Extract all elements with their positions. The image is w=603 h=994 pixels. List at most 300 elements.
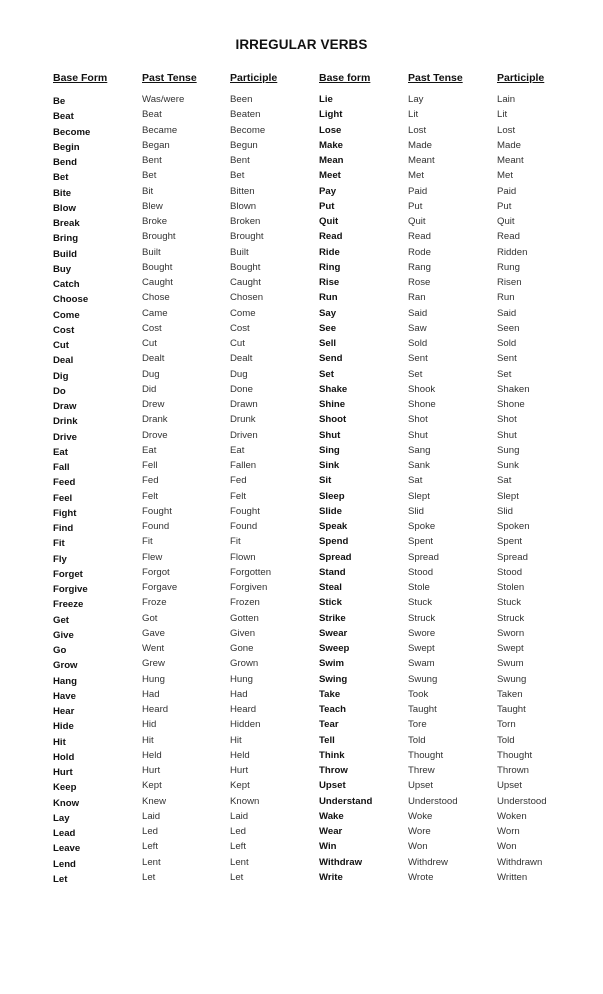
cell-base-form-1: Come <box>53 309 80 321</box>
cell-participle-1: Chosen <box>230 292 264 304</box>
cell-participle-1: Held <box>230 749 250 761</box>
cell-participle-1: Begun <box>230 139 258 151</box>
cell-base-form-1: Fly <box>53 553 67 565</box>
cell-base-form-2: Shoot <box>319 414 347 426</box>
cell-past-tense-2: Sang <box>408 444 431 456</box>
cell-participle-1: Hit <box>230 734 242 746</box>
cell-participle-1: Had <box>230 688 248 700</box>
cell-base-form-1: Keep <box>53 782 77 794</box>
cell-participle-1: Known <box>230 795 260 807</box>
table-row <box>0 658 603 673</box>
cell-participle-1: Brought <box>230 231 264 243</box>
cell-base-form-2: Sing <box>319 444 340 456</box>
cell-participle-2: Read <box>497 231 520 243</box>
cell-base-form-2: Upset <box>319 780 346 792</box>
cell-past-tense-2: Rose <box>408 277 431 288</box>
cell-participle-1: Built <box>230 246 249 258</box>
column-headers <box>0 72 603 86</box>
cell-base-form-2: Strike <box>319 612 346 624</box>
cell-base-form-2: Wear <box>319 826 343 837</box>
cell-base-form-2: Send <box>319 353 343 365</box>
cell-base-form-2: Pay <box>319 185 337 197</box>
cell-base-form-2: Read <box>319 231 343 243</box>
cell-participle-2: Rung <box>497 261 520 273</box>
cell-base-form-1: Have <box>53 690 76 702</box>
cell-past-tense-1: Chose <box>142 292 170 304</box>
cell-base-form-2: Understand <box>319 795 373 807</box>
cell-past-tense-1: Kept <box>142 780 162 792</box>
cell-past-tense-1: Fed <box>142 475 159 487</box>
cell-base-form-1: Bring <box>53 233 79 245</box>
cell-participle-2: Set <box>497 368 512 380</box>
cell-participle-2: Swept <box>497 643 524 654</box>
cell-base-form-1: Freeze <box>53 599 84 611</box>
cell-past-tense-1: Began <box>142 139 170 151</box>
cell-past-tense-2: Shut <box>408 429 428 441</box>
cell-participle-2: Woken <box>497 810 527 822</box>
cell-past-tense-2: Stole <box>408 582 430 593</box>
cell-participle-1: Fallen <box>230 460 257 471</box>
cell-participle-2: Lost <box>497 124 516 136</box>
cell-past-tense-2: Upset <box>408 780 434 792</box>
cell-past-tense-2: Slept <box>408 490 430 502</box>
cell-past-tense-1: Drank <box>142 414 168 426</box>
cell-participle-2: Slid <box>497 505 513 517</box>
cell-base-form-1: Do <box>53 385 66 397</box>
table-row <box>0 125 603 140</box>
cell-participle-2: Worn <box>497 826 520 837</box>
cell-base-form-1: Let <box>53 873 68 885</box>
cell-participle-1: Bitten <box>230 185 255 197</box>
cell-participle-2: Withdrawn <box>497 856 543 868</box>
cell-base-form-1: Grow <box>53 660 78 672</box>
cell-past-tense-1: Felt <box>142 490 158 502</box>
cell-base-form-2: Withdraw <box>319 856 363 868</box>
cell-participle-2: Struck <box>497 612 525 624</box>
cell-participle-1: Bought <box>230 261 261 273</box>
table-row <box>0 719 603 734</box>
cell-base-form-2: Slide <box>319 505 342 517</box>
cell-participle-2: Spread <box>497 551 528 563</box>
table-row <box>0 780 603 795</box>
cell-past-tense-2: Tore <box>408 719 427 731</box>
cell-past-tense-2: Took <box>408 688 429 700</box>
table-row <box>0 506 603 521</box>
table-row <box>0 460 603 475</box>
cell-past-tense-1: Gave <box>142 627 165 639</box>
cell-base-form-2: Spend <box>319 536 349 548</box>
cell-past-tense-2: Made <box>408 139 432 151</box>
cell-participle-2: Understood <box>497 795 547 807</box>
table-row <box>0 414 603 429</box>
cell-base-form-2: Sweep <box>319 643 350 654</box>
cell-base-form-1: Know <box>53 797 80 809</box>
cell-base-form-2: Sink <box>319 460 340 471</box>
cell-participle-1: Dug <box>230 368 248 380</box>
cell-participle-2: Said <box>497 307 517 319</box>
cell-past-tense-2: Meant <box>408 155 435 166</box>
cell-past-tense-1: Bought <box>142 261 173 273</box>
cell-base-form-2: Win <box>319 841 337 853</box>
cell-participle-2: Thought <box>497 749 533 761</box>
table-row <box>0 872 603 887</box>
cell-base-form-1: Blow <box>53 202 76 214</box>
cell-participle-2: Swung <box>497 673 527 685</box>
cell-past-tense-1: Held <box>142 749 162 761</box>
cell-past-tense-1: Left <box>142 841 159 853</box>
cell-past-tense-2: Lay <box>408 94 424 105</box>
cell-base-form-1: Cost <box>53 324 75 336</box>
header-past-tense-1: Past Tense <box>142 72 197 84</box>
table-row <box>0 201 603 216</box>
cell-base-form-1: Hold <box>53 751 75 763</box>
cell-base-form-1: Break <box>53 218 80 229</box>
cell-participle-1: Become <box>230 124 266 136</box>
cell-participle-1: Hidden <box>230 719 261 731</box>
table-row <box>0 475 603 490</box>
cell-past-tense-1: Led <box>142 826 159 837</box>
table-row <box>0 231 603 246</box>
cell-past-tense-1: Bit <box>142 185 154 197</box>
cell-past-tense-1: Blew <box>142 200 163 212</box>
cell-base-form-1: Leave <box>53 843 81 855</box>
cell-past-tense-1: Hurt <box>142 765 161 776</box>
cell-base-form-2: Rise <box>319 277 340 288</box>
table-row <box>0 857 603 872</box>
cell-past-tense-2: Shot <box>408 414 428 426</box>
cell-base-form-1: Hang <box>53 675 77 687</box>
cell-past-tense-2: Sank <box>408 460 430 471</box>
cell-past-tense-2: Set <box>408 368 423 380</box>
cell-base-form-1: Bet <box>53 172 69 184</box>
table-row <box>0 399 603 414</box>
cell-base-form-1: Feed <box>53 477 76 489</box>
cell-past-tense-1: Came <box>142 307 168 319</box>
table-row <box>0 292 603 307</box>
cell-past-tense-1: Forgave <box>142 582 178 593</box>
cell-past-tense-1: Cut <box>142 338 157 349</box>
header-base-form-2: Base form <box>319 72 371 84</box>
cell-participle-2: Sat <box>497 475 512 487</box>
cell-participle-2: Sworn <box>497 627 525 639</box>
cell-past-tense-1: Had <box>142 688 160 700</box>
cell-past-tense-1: Hung <box>142 673 165 685</box>
cell-base-form-2: Wake <box>319 810 344 822</box>
cell-past-tense-1: Built <box>142 246 161 258</box>
cell-past-tense-2: Taught <box>408 704 437 715</box>
cell-past-tense-1: Went <box>142 643 165 654</box>
cell-past-tense-1: Was/were <box>142 94 185 105</box>
cell-base-form-2: Lie <box>319 94 333 105</box>
cell-past-tense-2: Thought <box>408 749 444 761</box>
cell-past-tense-2: Woke <box>408 810 433 822</box>
cell-participle-2: Met <box>497 170 513 182</box>
cell-participle-2: Sunk <box>497 460 519 471</box>
cell-past-tense-2: Wore <box>408 826 431 837</box>
cell-base-form-2: Swim <box>319 658 345 670</box>
cell-base-form-2: Speak <box>319 521 348 532</box>
cell-past-tense-1: Cost <box>142 322 162 334</box>
cell-participle-1: Cut <box>230 338 245 349</box>
table-row <box>0 674 603 689</box>
cell-past-tense-2: Ran <box>408 292 426 304</box>
table-row <box>0 826 603 841</box>
cell-participle-2: Torn <box>497 719 516 731</box>
cell-past-tense-2: Stuck <box>408 597 432 609</box>
cell-participle-1: Dealt <box>230 353 253 365</box>
table-row <box>0 567 603 582</box>
cell-base-form-2: Sit <box>319 475 332 487</box>
cell-participle-1: Fed <box>230 475 247 487</box>
cell-participle-2: Written <box>497 871 528 883</box>
cell-participle-2: Shot <box>497 414 517 426</box>
cell-participle-1: Heard <box>230 704 257 715</box>
cell-base-form-1: Cut <box>53 340 69 351</box>
table-row <box>0 750 603 765</box>
table-row <box>0 689 603 704</box>
cell-past-tense-1: Forgot <box>142 566 170 578</box>
table-row <box>0 262 603 277</box>
cell-participle-1: Blown <box>230 200 257 212</box>
cell-past-tense-2: Swam <box>408 658 435 670</box>
table-row <box>0 552 603 567</box>
cell-base-form-2: Take <box>319 688 341 700</box>
cell-base-form-1: Hit <box>53 736 66 748</box>
cell-base-form-1: Lay <box>53 812 70 824</box>
cell-past-tense-2: Read <box>408 231 431 243</box>
cell-base-form-1: Hurt <box>53 767 73 778</box>
cell-base-form-1: Get <box>53 614 69 626</box>
cell-base-form-1: Be <box>53 96 66 107</box>
cell-past-tense-1: Laid <box>142 810 161 822</box>
cell-base-form-2: Meet <box>319 170 341 182</box>
cell-base-form-2: Set <box>319 368 334 380</box>
cell-base-form-2: Sleep <box>319 490 345 502</box>
cell-past-tense-1: Beat <box>142 109 162 121</box>
cell-past-tense-2: Struck <box>408 612 436 624</box>
cell-base-form-2: Quit <box>319 216 339 227</box>
cell-past-tense-2: Shook <box>408 383 436 395</box>
cell-past-tense-2: Sat <box>408 475 423 487</box>
cell-past-tense-1: Flew <box>142 551 163 563</box>
cell-participle-1: Caught <box>230 277 261 288</box>
cell-participle-2: Ridden <box>497 246 528 258</box>
cell-participle-2: Put <box>497 200 512 212</box>
header-participle-1: Participle <box>230 72 278 84</box>
cell-participle-2: Slept <box>497 490 519 502</box>
cell-participle-2: Taken <box>497 688 523 700</box>
cell-base-form-1: Fight <box>53 507 77 519</box>
table-row <box>0 308 603 323</box>
table-row <box>0 216 603 231</box>
cell-past-tense-2: Won <box>408 841 428 853</box>
cell-participle-2: Sung <box>497 444 520 456</box>
cell-base-form-2: See <box>319 322 337 334</box>
cell-past-tense-2: Paid <box>408 185 428 197</box>
table-row <box>0 811 603 826</box>
cell-participle-2: Seen <box>497 322 520 334</box>
cell-participle-1: Forgotten <box>230 566 272 578</box>
cell-base-form-2: Tear <box>319 719 339 731</box>
cell-participle-2: Stood <box>497 566 523 578</box>
table-row <box>0 536 603 551</box>
cell-base-form-1: Fall <box>53 462 70 473</box>
cell-past-tense-1: Got <box>142 612 158 624</box>
cell-participle-1: Bet <box>230 170 245 182</box>
cell-base-form-1: Hide <box>53 721 74 733</box>
cell-base-form-1: Bend <box>53 157 77 168</box>
cell-participle-1: Let <box>230 871 244 883</box>
cell-participle-1: Grown <box>230 658 259 670</box>
cell-past-tense-2: Spent <box>408 536 434 548</box>
cell-past-tense-1: Let <box>142 871 156 883</box>
cell-base-form-1: Draw <box>53 401 77 412</box>
cell-base-form-1: Build <box>53 248 77 260</box>
cell-past-tense-1: Eat <box>142 444 157 456</box>
table-row <box>0 796 603 811</box>
cell-past-tense-2: Lit <box>408 109 419 121</box>
cell-participle-1: Found <box>230 521 258 532</box>
page-title: IRREGULAR VERBS <box>235 37 368 52</box>
cell-participle-1: Laid <box>230 810 249 822</box>
cell-participle-2: Lit <box>497 109 508 121</box>
cell-past-tense-1: Bet <box>142 170 157 182</box>
cell-participle-1: Felt <box>230 490 246 502</box>
cell-past-tense-2: Threw <box>408 765 435 776</box>
cell-base-form-1: Beat <box>53 111 74 123</box>
cell-past-tense-2: Said <box>408 307 428 319</box>
cell-past-tense-1: Dug <box>142 368 160 380</box>
cell-base-form-2: Run <box>319 292 338 304</box>
table-row <box>0 94 603 109</box>
cell-base-form-1: Forgive <box>53 584 88 595</box>
cell-past-tense-2: Lost <box>408 124 427 136</box>
cell-past-tense-2: Spread <box>408 551 439 563</box>
table-row <box>0 353 603 368</box>
cell-participle-2: Paid <box>497 185 517 197</box>
cell-base-form-1: Lend <box>53 858 76 870</box>
cell-participle-1: Been <box>230 94 253 105</box>
cell-participle-2: Upset <box>497 780 523 792</box>
cell-participle-1: Beaten <box>230 109 261 121</box>
table-row <box>0 735 603 750</box>
cell-participle-2: Swum <box>497 658 524 670</box>
table-row <box>0 613 603 628</box>
cell-past-tense-2: Spoke <box>408 521 436 532</box>
table-row <box>0 445 603 460</box>
cell-base-form-1: Eat <box>53 446 68 458</box>
cell-participle-1: Left <box>230 841 247 853</box>
table-row <box>0 109 603 124</box>
cell-past-tense-1: Caught <box>142 277 173 288</box>
cell-past-tense-1: Hid <box>142 719 157 731</box>
cell-base-form-2: Shake <box>319 383 348 395</box>
cell-past-tense-2: Wrote <box>408 871 434 883</box>
cell-base-form-1: Catch <box>53 279 80 290</box>
cell-participle-1: Eat <box>230 444 245 456</box>
header-participle-2: Participle <box>497 72 545 84</box>
cell-base-form-2: Shine <box>319 399 346 410</box>
cell-past-tense-1: Froze <box>142 597 167 609</box>
cell-past-tense-1: Became <box>142 124 178 136</box>
cell-past-tense-2: Put <box>408 200 423 212</box>
cell-base-form-2: Make <box>319 139 343 151</box>
cell-participle-1: Cost <box>230 322 250 334</box>
cell-participle-1: Drawn <box>230 399 258 410</box>
cell-participle-2: Shaken <box>497 383 530 395</box>
cell-base-form-2: Think <box>319 749 345 761</box>
cell-base-form-1: Go <box>53 645 67 656</box>
cell-participle-2: Risen <box>497 277 522 288</box>
verb-table <box>0 94 603 887</box>
cell-base-form-1: Choose <box>53 294 89 306</box>
cell-past-tense-1: Fought <box>142 505 172 517</box>
cell-participle-2: Made <box>497 139 521 151</box>
cell-participle-2: Quit <box>497 216 515 227</box>
table-row <box>0 643 603 658</box>
cell-base-form-2: Swing <box>319 673 348 685</box>
cell-participle-2: Stuck <box>497 597 521 609</box>
cell-past-tense-2: Swept <box>408 643 435 654</box>
cell-base-form-2: Spread <box>319 551 352 563</box>
cell-participle-2: Meant <box>497 155 524 166</box>
cell-base-form-2: Write <box>319 871 343 883</box>
cell-past-tense-1: Grew <box>142 658 165 670</box>
cell-participle-1: Gone <box>230 643 254 654</box>
table-row <box>0 186 603 201</box>
cell-past-tense-1: Found <box>142 521 170 532</box>
cell-participle-1: Forgiven <box>230 582 268 593</box>
cell-base-form-1: Buy <box>53 263 72 275</box>
cell-participle-1: Fit <box>230 536 241 548</box>
cell-past-tense-2: Saw <box>408 322 427 334</box>
table-row <box>0 521 603 536</box>
cell-base-form-2: Throw <box>319 765 348 776</box>
cell-base-form-1: Bite <box>53 187 72 199</box>
table-row <box>0 384 603 399</box>
cell-base-form-2: Shut <box>319 429 341 441</box>
table-row <box>0 628 603 643</box>
cell-participle-1: Driven <box>230 429 258 441</box>
cell-base-form-2: Tell <box>319 734 335 746</box>
cell-base-form-2: Put <box>319 200 335 212</box>
cell-past-tense-1: Heard <box>142 704 169 715</box>
cell-base-form-1: Become <box>53 126 91 138</box>
cell-past-tense-1: Knew <box>142 795 166 807</box>
cell-base-form-2: Teach <box>319 704 347 715</box>
cell-base-form-2: Stick <box>319 597 342 609</box>
header-base-form-1: Base Form <box>53 72 108 84</box>
cell-participle-2: Shone <box>497 399 525 410</box>
cell-participle-2: Thrown <box>497 765 529 776</box>
cell-participle-2: Lain <box>497 94 516 105</box>
cell-past-tense-2: Understood <box>408 795 458 807</box>
cell-participle-1: Fought <box>230 505 260 517</box>
cell-participle-1: Hurt <box>230 765 249 776</box>
cell-past-tense-2: Rang <box>408 261 431 273</box>
cell-base-form-1: Drive <box>53 431 77 443</box>
cell-base-form-1: Give <box>53 629 74 641</box>
cell-base-form-1: Hear <box>53 706 75 717</box>
cell-past-tense-2: Met <box>408 170 424 182</box>
cell-past-tense-1: Drove <box>142 429 168 441</box>
cell-base-form-2: Say <box>319 307 337 319</box>
cell-base-form-2: Stand <box>319 566 346 578</box>
table-row <box>0 140 603 155</box>
cell-past-tense-2: Told <box>408 734 426 746</box>
cell-base-form-2: Ride <box>319 246 340 258</box>
cell-past-tense-1: Fit <box>142 536 153 548</box>
